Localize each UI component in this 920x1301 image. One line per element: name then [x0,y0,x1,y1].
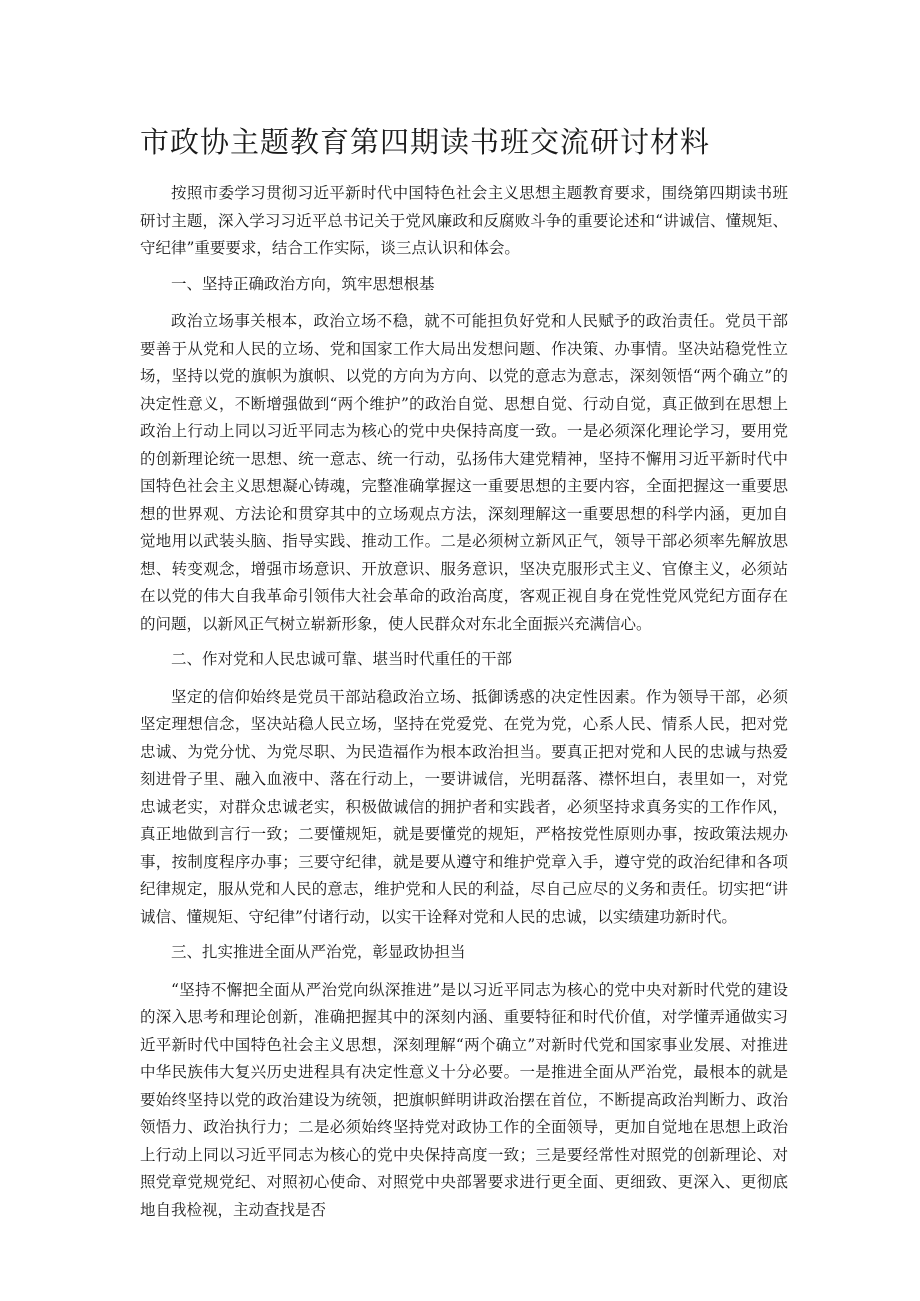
section-heading-2: 二、作对党和人民忠诚可靠、堪当时代重任的干部 [171,650,513,668]
section-body-2: 坚定的信仰始终是党员干部站稳政治立场、抵御诱惑的决定性因素。作为领导干部，必须坚定理想信念，坚决站稳人民立场，坚持在党爱党、在党为党，心系人民、情系人民，把对党忠诚、为党分忧、为党尽职、为民造福作为根本政治担当。要真正把对党和人民的忠诚与热爱刻进骨子里、融入血液中、落在行动上，一要讲诚信，光明磊落、襟怀坦白，表里如一，对党忠诚老实，对群众忠诚老实，积极做诚信的拥护者和实践者，必须坚持求真务实的工作作风，真正地做到言行一致；二要懂规矩，就是要懂党的规矩，严格按党性原则办事，按政策法规办事，按制度程序办事；三要守纪律，就是要从遵守和维护党章入手，遵守党的政治纪律和各项纪律规定，服从党和人民的意志，维护党和人民的利益，尽自己应尽的义务和责任。切实把“讲诚信、懂规矩、守纪律”付诸行动，以实干诠释对党和人民的忠诚，以实绩建功新时代。 [140,687,788,926]
section-heading-3: 三、扎实推进全面从严治党，彰显政协担当 [171,943,466,961]
document-title: 市政协主题教育第四期读书班交流研讨材料 [140,125,711,159]
section-body-1: 政治立场事关根本，政治立场不稳，就不可能担负好党和人民赋予的政治责任。党员干部要善于从党和人民的立场、党和国家工作大局出发想问题、作决策、办事情。坚决站稳党性立场，坚持以党的旗帜为旗帜、以党的方向为方向、以党的意志为意志，深刻领悟“两个确立”的决定性意义，不断增强做到“两个维护”的政治自觉、思想自觉、行动自觉，真正做到在思想上政治上行动上同以习近平同志为核心的党中央保持高度一致。一是必须深化理论学习，要用党的创新理论统一思想、统一意志、统一行动，弘扬伟大建党精神，坚持不懈用习近平新时代中国特色社会主义思想凝心铸魂，完整准确掌握这一重要思想的主要内容，全面把握这一重要思想的世界观、方法论和贯穿其中的立场观点方法，深刻理解这一重要思想的科学内涵，更加自觉地用以武装头脑、指导实践、推动工作。二是必须树立新风正气，领导干部必须率先解放思想、转变观念，增强市场意识、开放意识、服务意识，坚决克服形式主义、官僚主义，必须站在以党的伟大自我革命引领伟大社会革命的政治高度，客观正视自身在党性党风党纪方面存在的问题，以新风正气树立崭新形象，使人民群众对东北全面振兴充满信心。 [140,312,788,633]
intro-paragraph: 按照市委学习贯彻习近平新时代中国特色社会主义思想主题教育要求，围绕第四期读书班研讨主题，深入学习习近平总书记关于党风廉政和反腐败斗争的重要论述和“讲诚信、懂规矩、守纪律”重要要求，结合工作实际，谈三点认识和体会。 [140,184,788,257]
section-heading-1: 一、坚持正确政治方向，筑牢思想根基 [171,274,435,293]
document-page [140,122,788,1224]
section-body-3: “坚持不懈把全面从严治党向纵深推进”是以习近平同志为核心的党中央对新时代党的建设的深入思考和理论创新，准确把握其中的深刻内涵、重要特征和时代价值，对学懂弄通做实习近平新时代中国特色社会主义思想，深刻理解“两个确立”对新时代党和国家事业发展、对推进中华民族伟大复兴历史进程具有决定性意义十分必要。一是推进全面从严治党，最根本的就是要始终坚持以党的政治建设为统领，把旗帜鲜明讲政治摆在首位，不断提高政治判断力、政治领悟力、政治执行力；二是必须始终坚持党对政协工作的全面领导，更加自觉地在思想上政治上行动上同以习近平同志为核心的党中央保持高度一致；三是要经常性对照党的创新理论、对照党章党规党纪、对照初心使命、对照党中央部署要求进行更全面、更细致、更深入、更彻底地自我检视，主动查找是否 [140,980,788,1219]
